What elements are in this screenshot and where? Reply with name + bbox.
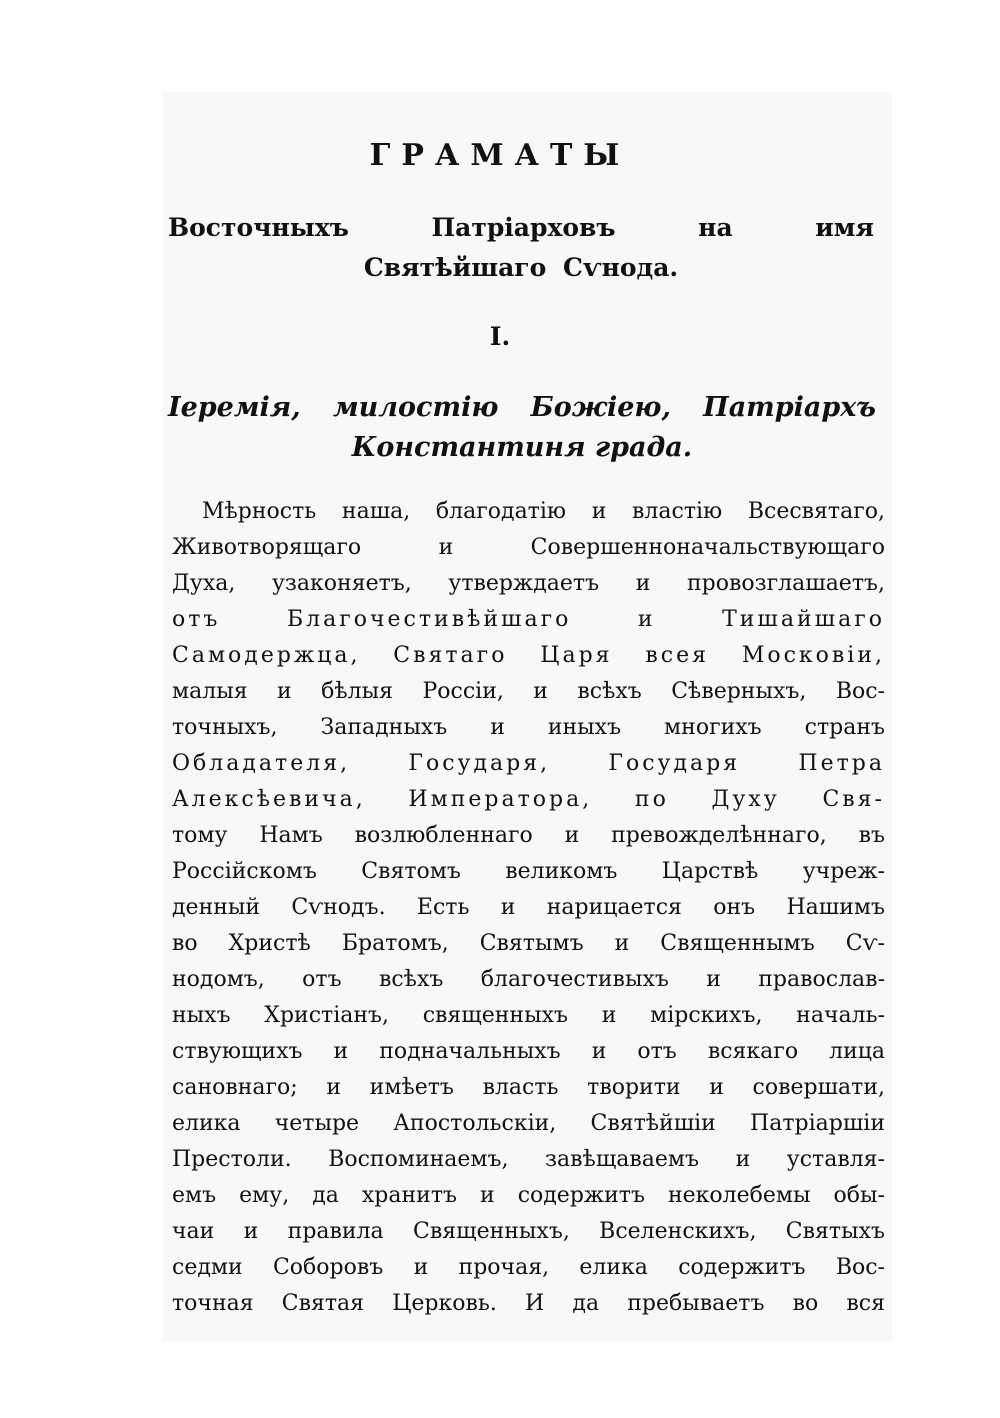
body-line: Алексѣевича, Императора, по Духу Свя- (172, 787, 885, 812)
body-text (172, 494, 885, 1322)
body-line: во Христѣ Братомъ, Святымъ и Священнымъ Сѵ- (172, 931, 885, 956)
document-title: ГРАМАТЫ (369, 138, 631, 173)
body-line: точныхъ, Западныхъ и иныхъ многихъ странъ (172, 715, 885, 740)
body-line: Обладателя, Государя, Государя Петра (172, 751, 885, 776)
body-line: точная Святая Церковь. И да пребываетъ во вся (172, 1291, 885, 1316)
body-line: ныхъ Христіанъ, священныхъ и мірскихъ, началь- (172, 1003, 885, 1028)
body-line: нодомъ, отъ всѣхъ благочестивыхъ и православ- (172, 967, 885, 992)
section-number: I. (489, 322, 511, 351)
body-line: отъ Благочестивѣйшаго и Тишайшаго (172, 607, 885, 632)
body-line: Россійскомъ Святомъ великомъ Царствѣ учреж- (172, 859, 885, 884)
body-line: денный Сѵнодъ. Есть и нарицается онъ Нашимъ (172, 895, 885, 920)
body-line: Животворящаго и Совершенноначальствующаго (172, 535, 885, 560)
body-line: ствующихъ и подначальныхъ и отъ всякаго лица (172, 1039, 885, 1064)
body-line: Самодержца, Святаго Царя всея Московіи, (172, 643, 885, 668)
body-line: малыя и бѣлыя Россіи, и всѣхъ Сѣверныхъ, Вос- (172, 679, 885, 704)
body-line: тому Намъ возлюбленнаго и превожделѣннаго, въ (172, 823, 885, 848)
body-line: Духа, узаконяетъ, утверждаетъ и провозглашаетъ, (172, 571, 885, 596)
section-heading: Іеремія, милостію Божіею, Патріархъ Константиня града. (168, 392, 876, 463)
body-line: Мѣрность наша, благодатію и властію Всесвятаго, (202, 499, 885, 524)
body-line: чаи и правила Священныхъ, Вселенскихъ, Святыхъ (172, 1219, 885, 1244)
body-line: Престоли. Воспоминаемъ, завѣщаваемъ и уставля- (172, 1147, 885, 1172)
body-line: елика четыре Апостольскіи, Святѣйшіи Патріаршіи (172, 1111, 885, 1136)
body-line: седми Соборовъ и прочая, елика содержитъ Вос- (172, 1255, 885, 1280)
body-line: сановнаго; и имѣетъ власть творити и совершати, (172, 1075, 885, 1100)
document-subtitle: Восточныхъ Патріарховъ на имя Святѣйшаго Сѵнода. (168, 213, 874, 282)
body-line: емъ ему, да хранитъ и содержитъ неколебемы обы- (172, 1183, 885, 1208)
